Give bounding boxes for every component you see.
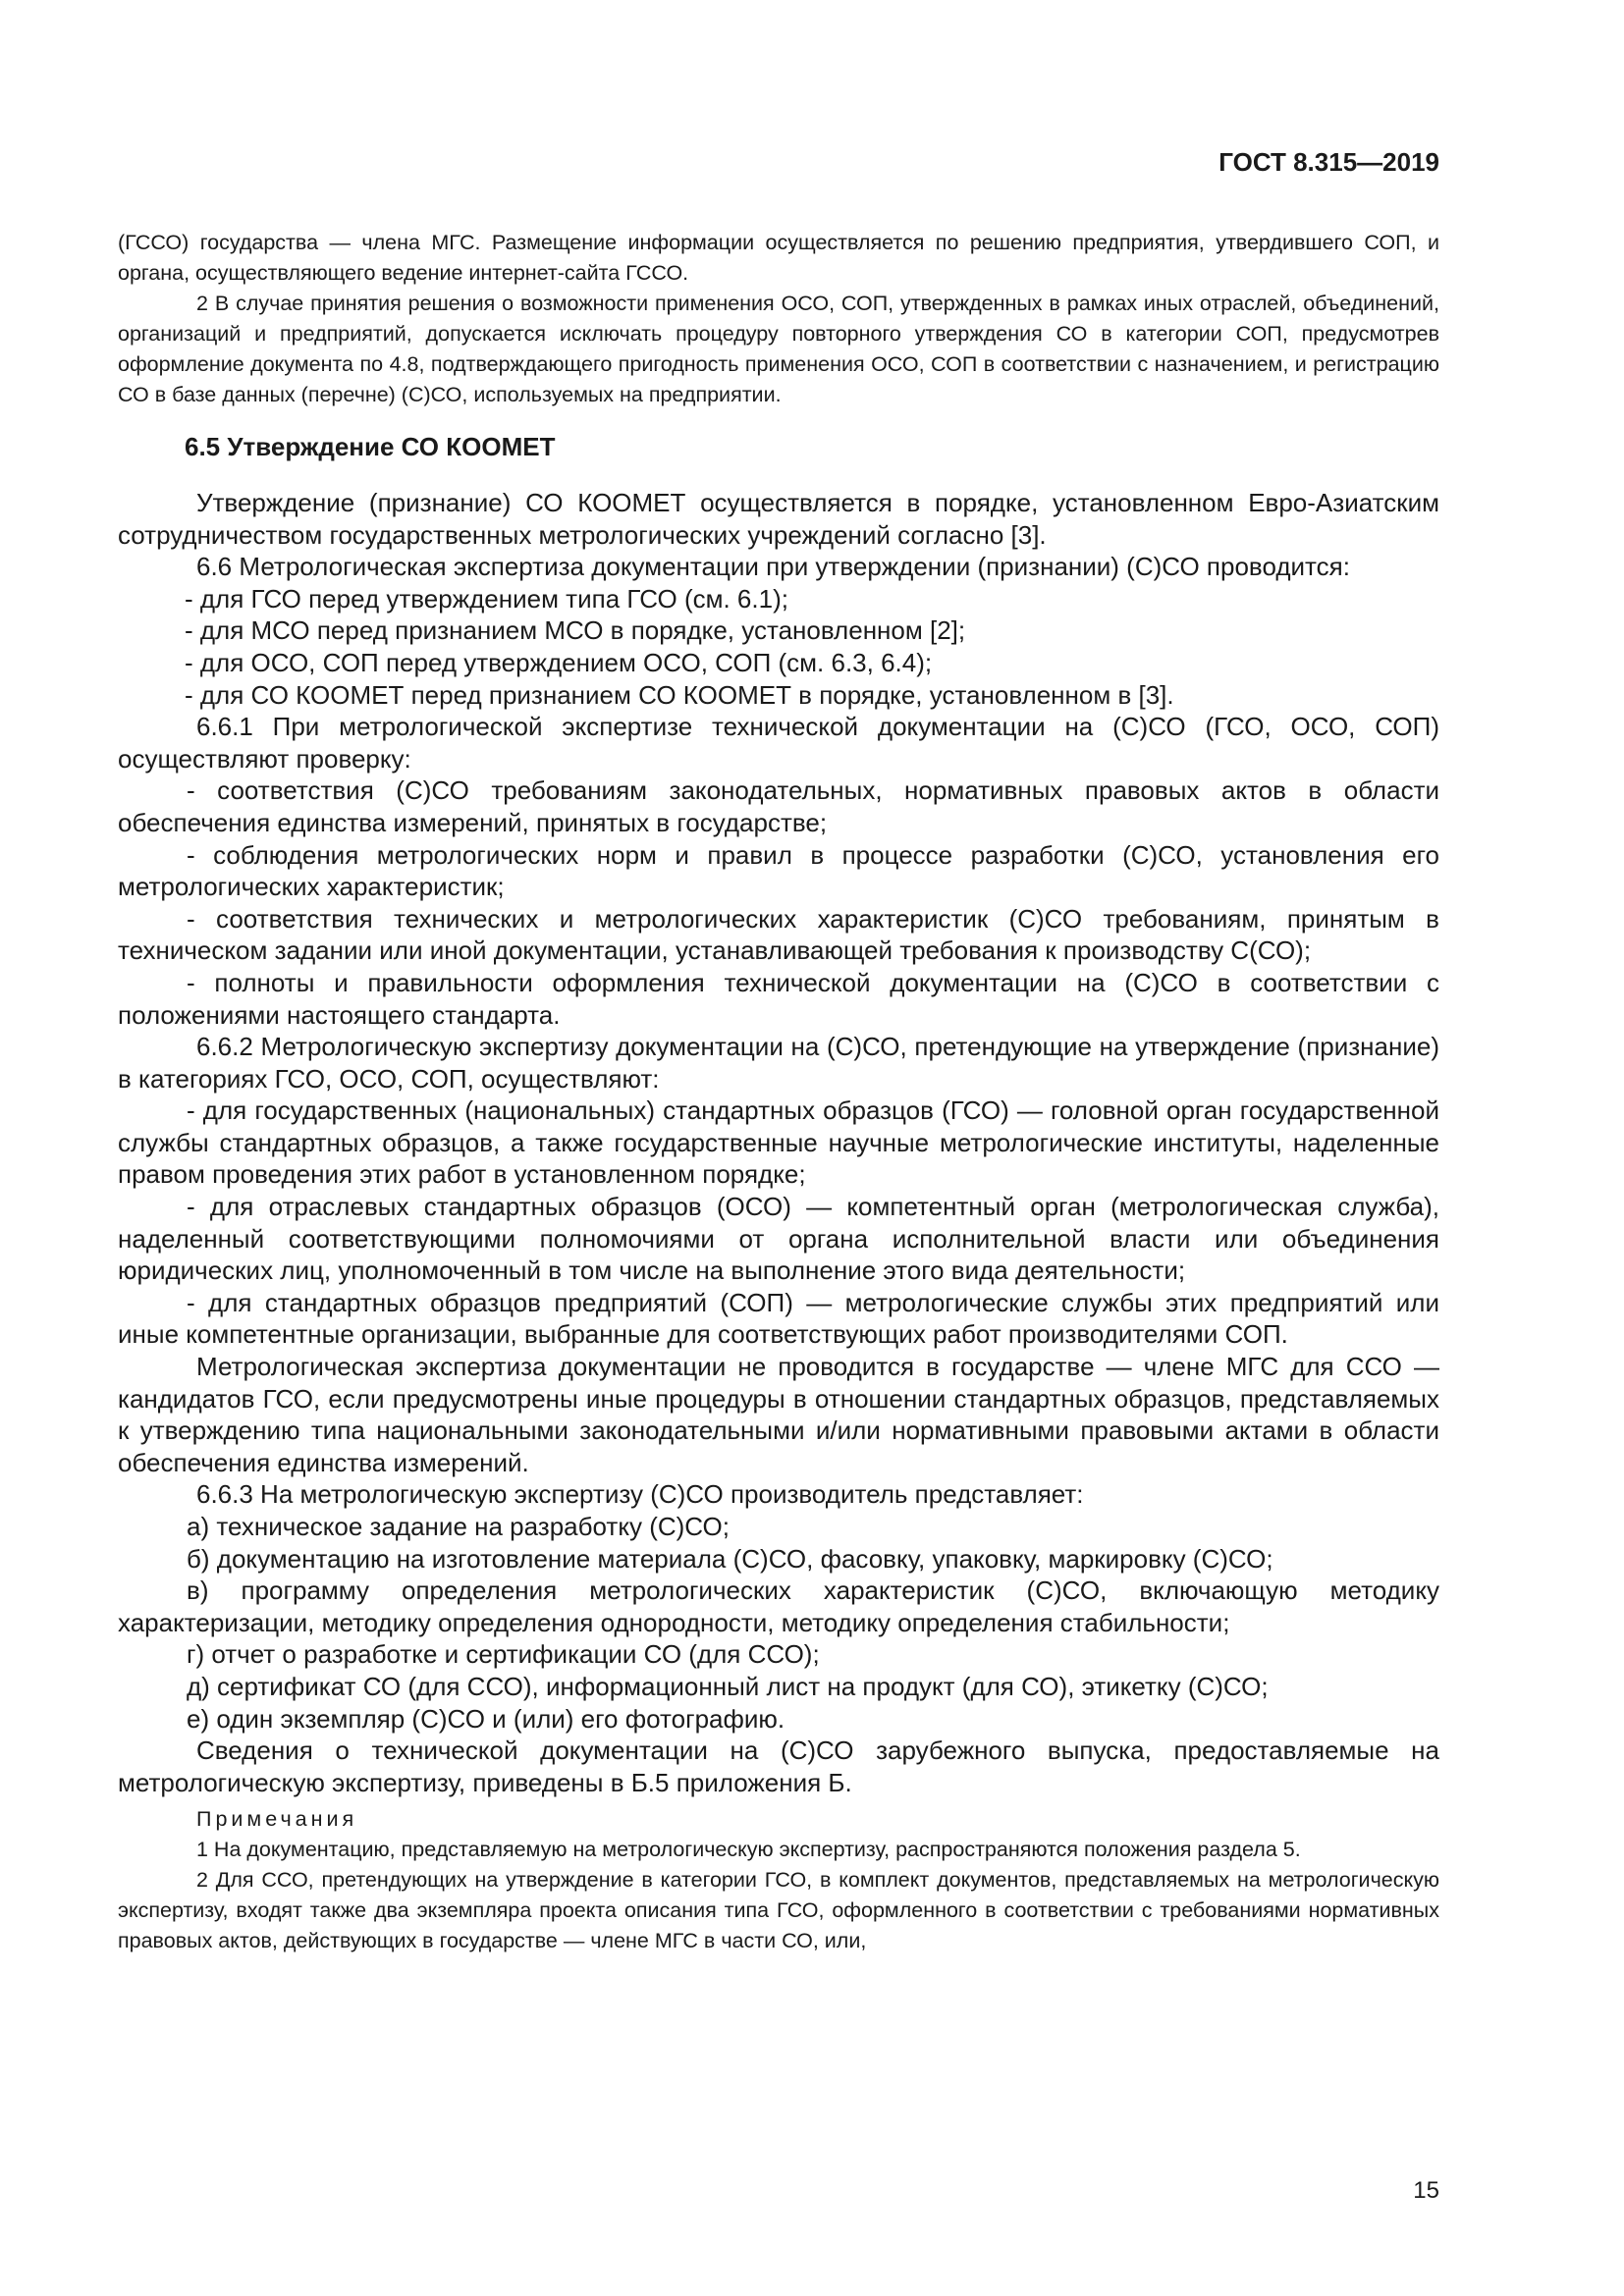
section-6-6-2-paragraph: Метрологическая экспертиза документации не проводится в государстве — члене МГС для ССО — кандидатов ГСО, если предусмотрены иные процедуры в отношении стандартных образцов, представляемых к утверждению типа национальными законодательными и/или нормативными правовыми актами в области обеспечения единства измерений. <box>118 1352 1439 1477</box>
list-item: д) сертификат СО (для ССО), информационный лист на продукт (для СО), этикетку (С)СО; <box>187 1671 1269 1701</box>
list-item: - соответствия (С)СО требованиям законодательных, нормативных правовых актов в области обеспечения единства измерений, принятых в государстве; <box>118 775 1439 837</box>
section-6-6-1-intro: 6.6.1 При метрологической экспертизе технической документации на (С)СО (ГСО, ОСО, СОП) осуществляют проверку: <box>118 712 1439 774</box>
intro-paragraph-2: 2 В случае принятия решения о возможности применения ОСО, СОП, утвержденных в рамках иных отраслей, объединений, организаций и предприятий, допускается исключать процедуру повторного утверждения СО в категории СОП, предусмотрев оформление документа по 4.8, подтверждающего пригодность применения ОСО, СОП в соответствии с назначением, и регистрацию СО в базе данных (перечне) (С)СО, используемых на предприятии. <box>118 292 1439 406</box>
page-number: 15 <box>1413 2177 1439 2204</box>
list-item: - для СО КООМЕТ перед признанием СО КООМЕТ в порядке, установленном в [3]. <box>185 679 1174 710</box>
list-item: - для МСО перед признанием МСО в порядке, установленном [2]; <box>185 615 966 646</box>
section-6-6-intro: 6.6 Метрологическая экспертиза документации при утверждении (признании) (С)СО проводится: <box>196 552 1350 582</box>
section-6-5-paragraph: Утверждение (признание) СО КООМЕТ осуществляется в порядке, установленном Евро-Азиатским сотрудничеством государственных метрологических учреждений согласно [3]. <box>118 488 1439 550</box>
list-item: - полноты и правильности оформления технической документации на (С)СО в соответствии с положениями настоящего стандарта. <box>118 967 1439 1030</box>
list-item: - для ГСО перед утверждением типа ГСО (см. 6.1); <box>185 583 788 614</box>
section-6-5-heading: 6.5 Утверждение СО КООМЕТ <box>185 432 556 461</box>
document-code-header: ГОСТ 8.315—2019 <box>1218 147 1439 177</box>
note-2: 2 Для ССО, претендующих на утверждение в категории ГСО, в комплект документов, представляемых на метрологическую экспертизу, входят также два экземпляра проекта описания типа ГСО, оформленного в соответствии с требованиями нормативных правовых актов, действующих в государстве — члене МГС в части СО, или, <box>118 1868 1439 1953</box>
list-item: е) один экземпляр (С)СО и (или) его фотографию. <box>187 1703 785 1734</box>
notes-title: Примечания <box>196 1807 358 1832</box>
section-6-6-3-paragraph: Сведения о технической документации на (С)СО зарубежного выпуска, предоставляемые на метрологическую экспертизу, приведены в Б.5 приложения Б. <box>118 1735 1439 1797</box>
list-item: г) отчет о разработке и сертификации СО (для ССО); <box>187 1639 820 1670</box>
list-item: б) документацию на изготовление материала (С)СО, фасовку, упаковку, маркировку (С)СО; <box>187 1543 1273 1574</box>
list-item: - соблюдения метрологических норм и правил в процессе разработки (С)СО, установления его метрологических характеристик; <box>118 839 1439 902</box>
list-item: - для ОСО, СОП перед утверждением ОСО, СОП (см. 6.3, 6.4); <box>185 647 933 677</box>
document-body <box>118 228 1439 1956</box>
list-item: в) программу определения метрологических характеристик (С)СО, включающую методику характеризации, методику определения однородности, методику определения стабильности; <box>118 1575 1439 1637</box>
list-item: - для государственных (национальных) стандартных образцов (ГСО) — головной орган государственной службы стандартных образцов, а также государственные научные метрологические институты, наделенные правом проведения этих работ в установленном порядке; <box>118 1095 1439 1190</box>
note-1: 1 На документацию, представляемую на метрологическую экспертизу, распространяются положения раздела 5. <box>196 1838 1301 1862</box>
list-item: - для стандартных образцов предприятий (СОП) — метрологические службы этих предприятий или иные компетентные организации, выбранные для соответствующих работ производителями СОП. <box>118 1287 1439 1350</box>
section-6-6-3-intro: 6.6.3 На метрологическую экспертизу (С)СО производитель представляет: <box>196 1479 1084 1510</box>
list-item: - для отраслевых стандартных образцов (ОСО) — компетентный орган (метрологическая служба), наделенный соответствующими полномочиями от органа исполнительной власти или объединения юридических лиц, уполномоченный в том числе на выполнение этого вида деятельности; <box>118 1192 1439 1286</box>
section-6-6-2-intro: 6.6.2 Метрологическую экспертизу документации на (С)СО, претендующие на утверждение (признание) в категориях ГСО, ОСО, СОП, осуществляют: <box>118 1032 1439 1094</box>
list-item: - соответствия технических и метрологических характеристик (С)СО требованиям, принятым в техническом задании или иной документации, устанавливающей требования к производству С(СО); <box>118 903 1439 966</box>
intro-paragraph-1: (ГССО) государства — члена МГС. Размещение информации осуществляется по решению предприятия, утвердившего СОП, и органа, осуществляющего ведение интернет-сайта ГССО. <box>118 231 1439 285</box>
list-item: а) техническое задание на разработку (С)СО; <box>187 1512 730 1541</box>
